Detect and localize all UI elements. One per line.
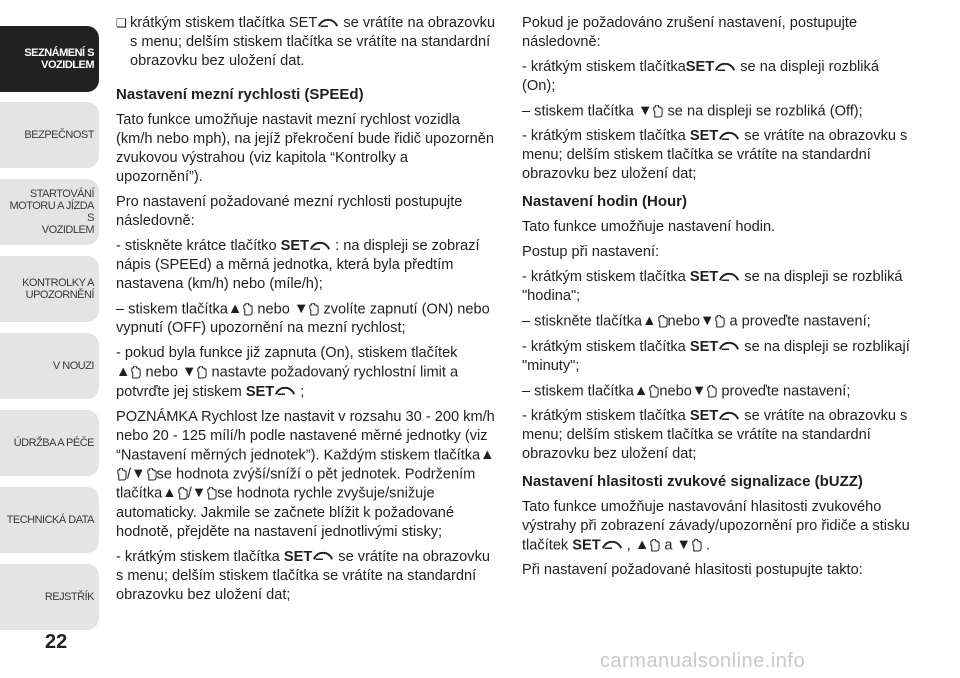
paragraph bbox=[116, 548, 498, 605]
paragraph: Tato funkce umožňuje nastavení hodin. bbox=[522, 219, 776, 236]
down-arrow-icon: ▼ bbox=[637, 103, 653, 119]
paragraph bbox=[522, 268, 912, 306]
heading-speed: Nastavení mezní rychlosti (SPEEd) bbox=[116, 86, 364, 103]
paragraph: Při nastavení požadované hlasitosti postupujte takto: bbox=[522, 562, 863, 579]
paragraph bbox=[522, 127, 912, 184]
tab-udrzba[interactable] bbox=[0, 410, 99, 476]
paragraph-note bbox=[116, 408, 498, 542]
text: nastavte požadovaný rychlostní limit a potvrďte jej stiskem bbox=[116, 364, 459, 400]
down-arrow-icon: ▼ bbox=[131, 466, 146, 483]
hand-button-icon bbox=[116, 468, 127, 481]
up-arrow-icon: ▲ bbox=[480, 446, 495, 463]
text: , bbox=[622, 537, 635, 554]
set-label: SET bbox=[689, 128, 719, 145]
tab-label: BEZPEČNOST bbox=[24, 129, 94, 141]
set-label: SET bbox=[685, 59, 715, 75]
paragraph bbox=[116, 300, 498, 338]
down-arrow-icon: ▼ bbox=[182, 364, 197, 381]
set-label: SET bbox=[280, 238, 310, 254]
text: se vrátíte na obrazovku s menu; delším stiskem tlačítka se vrátíte na standardní obrazovku bez uložení dat; bbox=[522, 128, 908, 183]
hand-button-icon bbox=[691, 539, 702, 552]
down-arrow-icon: ▼ bbox=[699, 313, 715, 330]
tab-bezpecnost[interactable] bbox=[0, 102, 99, 168]
text: se na displeji se rozbliká "hodina"; bbox=[522, 269, 903, 305]
text: se vrátíte na obrazovku s menu; delším stiskem tlačítka se vrátíte na standardní obrazovku bez uložení dat; bbox=[522, 408, 908, 463]
set-label: SET bbox=[689, 269, 719, 286]
up-arrow-icon: ▲ bbox=[227, 301, 243, 317]
text: nebo bbox=[253, 301, 294, 318]
up-arrow-icon: ▲ bbox=[633, 382, 649, 399]
text: / bbox=[127, 466, 132, 483]
text: – stiskem tlačítka bbox=[522, 103, 638, 120]
paragraph: Postup při nastavení: bbox=[522, 244, 660, 261]
hand-button-icon bbox=[242, 303, 253, 316]
heading-buzz: Nastavení hlasitosti zvukové signalizace (bUZZ) bbox=[522, 473, 863, 491]
text: proveďte nastavení; bbox=[717, 383, 851, 400]
text: se na displeji se rozblikají "minuty"; bbox=[522, 338, 910, 374]
tab-label: ÚDRŽBA A PÉČE bbox=[13, 437, 94, 449]
sidebar-nav bbox=[0, 26, 99, 636]
hand-button-icon bbox=[648, 385, 659, 398]
set-button-icon bbox=[309, 241, 331, 252]
paragraph: Pokud je požadováno zrušení nastavení, postupujte následovně: bbox=[522, 15, 858, 50]
set-button-icon bbox=[718, 411, 740, 422]
paragraph bbox=[116, 344, 498, 401]
hand-button-icon bbox=[146, 468, 157, 481]
paragraph bbox=[522, 498, 912, 555]
set-button-icon bbox=[714, 62, 736, 73]
paragraph: Pro nastavení požadované mezní rychlosti postupujte následovně: bbox=[116, 194, 463, 229]
set-label: SET bbox=[245, 383, 275, 400]
tab-label: SEZNÁMENÍ S VOZIDLEM bbox=[24, 47, 94, 71]
text: Tato funkce umožňuje nastavování hlasitosti zvukového výstrahy při zobrazení závady/upozornění pro řidiče a stisku tlačítek bbox=[522, 499, 910, 554]
paragraph bbox=[522, 102, 912, 121]
watermark: carmanualsonline.info bbox=[600, 650, 806, 672]
text: - krátkým stiskem tlačítka bbox=[116, 548, 284, 565]
right-column bbox=[522, 14, 912, 586]
paragraph bbox=[522, 312, 912, 331]
set-label: SET bbox=[689, 338, 719, 355]
text: – stiskem tlačítka bbox=[116, 301, 228, 318]
set-button-icon bbox=[601, 540, 623, 551]
text: / bbox=[187, 485, 192, 502]
tab-rejstrik[interactable] bbox=[0, 564, 99, 630]
paragraph bbox=[522, 338, 912, 376]
text: - krátkým stiskem tlačítka bbox=[522, 338, 690, 355]
text: ; bbox=[296, 383, 305, 400]
paragraph bbox=[522, 407, 912, 464]
tab-label: REJSTŘÍK bbox=[44, 591, 94, 603]
hand-button-icon bbox=[206, 487, 217, 500]
tab-startovani[interactable] bbox=[0, 179, 99, 245]
hand-button-icon bbox=[652, 105, 663, 118]
text: - krátkým stiskem tlačítka bbox=[522, 269, 690, 286]
heading-hour: Nastavení hodin (Hour) bbox=[522, 193, 688, 211]
set-button-icon bbox=[718, 272, 740, 283]
up-arrow-icon: ▲ bbox=[116, 364, 131, 381]
text: nebo bbox=[667, 313, 700, 330]
text: krátkým stiskem tlačítka SET bbox=[130, 15, 318, 31]
up-arrow-icon: ▲ bbox=[642, 313, 657, 330]
tab-kontrolky[interactable] bbox=[0, 256, 99, 322]
text: - krátkým stiskem tlačítka bbox=[522, 128, 690, 145]
intro-bullet bbox=[116, 14, 498, 77]
text: - pokud byla funkce již zapnuta (On), stiskem tlačítek bbox=[116, 345, 458, 362]
intro-text bbox=[130, 14, 498, 71]
set-button-icon bbox=[274, 386, 296, 397]
text: - krátkým stiskem tlačítka bbox=[522, 408, 690, 425]
text: se na displeji se rozbliká (Off); bbox=[663, 103, 863, 120]
paragraph bbox=[116, 237, 498, 294]
checkbox-bullet-icon: ❏ bbox=[116, 16, 127, 30]
hand-button-icon bbox=[649, 539, 660, 552]
paragraph bbox=[522, 58, 912, 96]
paragraph bbox=[522, 382, 912, 401]
text: se vrátíte na obrazovku s menu; delším stiskem tlačítka se vrátíte na standardní obrazovku bez uložení dat; bbox=[116, 548, 490, 603]
text: se na displeji rozbliká (On); bbox=[522, 59, 879, 94]
set-button-icon bbox=[312, 551, 334, 562]
text: : na displeji se zobrazí nápis (SPEEd) a měrná jednotka, která byla předtím nastavena (km/h) nebo (míle/h); bbox=[116, 238, 480, 292]
page-number: 22 bbox=[45, 631, 68, 653]
tab-label: V NOUZI bbox=[52, 360, 94, 372]
text: zvolíte zapnutí (ON) nebo vypnutí (OFF) upozornění na mezní rychlost; bbox=[116, 301, 490, 337]
set-label: SET bbox=[283, 548, 313, 565]
set-button-icon bbox=[317, 18, 339, 29]
hand-button-icon bbox=[308, 303, 319, 316]
text: se hodnota zvýší/sníží o pět jednotek. Podržením tlačítka bbox=[116, 466, 476, 502]
tab-label: KONTROLKY A UPOZORNĚNÍ bbox=[22, 277, 94, 301]
down-arrow-icon: ▼ bbox=[293, 301, 309, 317]
tab-label: TECHNICKÁ DATA bbox=[6, 514, 94, 526]
down-arrow-icon: ▼ bbox=[691, 382, 707, 399]
tab-v-nouzi[interactable] bbox=[0, 333, 99, 399]
text: nebo bbox=[141, 364, 183, 381]
tab-technicka-data[interactable] bbox=[0, 487, 99, 553]
hand-button-icon bbox=[657, 315, 668, 328]
set-button-icon bbox=[718, 131, 740, 142]
text: a proveďte nastavení; bbox=[725, 313, 871, 330]
text: nebo bbox=[659, 383, 692, 400]
set-label: SET bbox=[572, 537, 601, 554]
tab-label: STARTOVÁNÍ MOTORU A JÍZDA S VOZIDLEM bbox=[9, 188, 94, 236]
hand-button-icon bbox=[706, 385, 717, 398]
hand-button-icon bbox=[714, 315, 725, 328]
paragraph: Tato funkce umožňuje nastavit mezní rychlost vozidla (km/h nebo mph), na jejíž překročení bude řidič upozorněn zvukovou výstrahou (viz kapitola “Kontrolky a upozornění”). bbox=[116, 112, 495, 185]
left-column bbox=[116, 14, 498, 611]
text: a bbox=[660, 537, 677, 554]
up-arrow-icon: ▲ bbox=[162, 485, 177, 502]
text: POZNÁMKA Rychlost lze nastavit v rozsahu 30 - 200 km/h nebo 20 - 125 mílí/h podle nastavené měrné jednotky (viz “Nastavení měrných jednotek”). Každým stiskem tlačítka bbox=[116, 408, 495, 464]
text: - krátkým stiskem tlačítka bbox=[522, 59, 686, 75]
down-arrow-icon: ▼ bbox=[676, 537, 691, 554]
set-button-icon bbox=[718, 341, 740, 352]
text: . bbox=[702, 537, 711, 554]
hand-button-icon bbox=[196, 366, 207, 379]
up-arrow-icon: ▲ bbox=[634, 537, 650, 554]
set-label: SET bbox=[689, 408, 719, 425]
text: – stiskem tlačítka bbox=[522, 383, 634, 400]
text: - stiskněte krátce tlačítko bbox=[116, 238, 281, 254]
hand-button-icon bbox=[177, 487, 188, 500]
hand-button-icon bbox=[130, 366, 141, 379]
down-arrow-icon: ▼ bbox=[191, 485, 207, 502]
text: se vrátíte na obrazovku s menu; delším stiskem tlačítka se vrátíte na standardní obrazovku bez uložení dat. bbox=[130, 15, 496, 69]
tab-seznameni-s-vozidlem[interactable] bbox=[0, 26, 99, 92]
text: – stiskněte tlačítka bbox=[522, 313, 643, 330]
text: se hodnota rychle zvyšuje/snižuje automaticky. Jakmile se začnete blížit k požadované hodnotě, přejděte na nastavení jednotlivými stisky; bbox=[116, 485, 454, 540]
